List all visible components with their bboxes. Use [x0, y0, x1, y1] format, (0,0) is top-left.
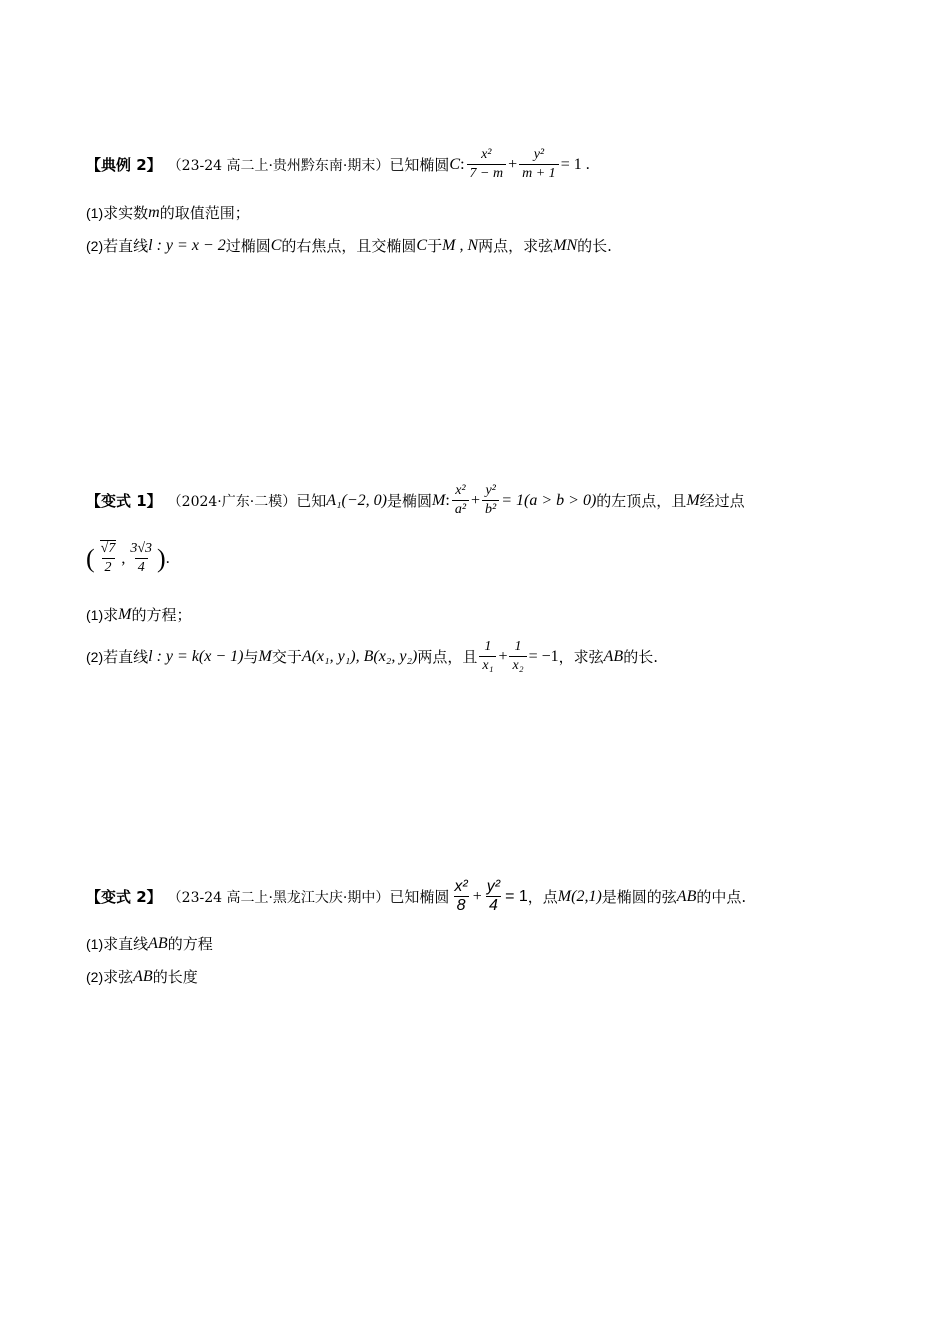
math-var: M [118, 605, 132, 623]
q-text: 过椭圆 [225, 237, 271, 255]
q-text: 若直线 [103, 237, 149, 255]
math-var: C [270, 236, 282, 254]
variant2-fraction-1 [451, 878, 470, 915]
example2-question-1 [86, 202, 250, 223]
example2-fraction-2 [519, 146, 559, 183]
equals: = −1 [528, 647, 559, 665]
q-number: (2) [86, 968, 104, 985]
variant1-fraction-1 [452, 482, 469, 519]
q-text: 的长. [623, 648, 658, 666]
math-var: M [258, 647, 272, 665]
q-text: 经过点 [699, 492, 745, 510]
variant2-tag: 【变式 2】 [86, 888, 162, 906]
left-paren: ( [86, 543, 95, 573]
q-text: 的长. [577, 237, 612, 255]
variant1-stem [86, 482, 745, 519]
plus: + [471, 491, 481, 509]
point-frac-1 [97, 540, 120, 577]
q-number: (1) [86, 606, 104, 623]
q-text: 已知椭圆 [389, 888, 450, 906]
q-text: 的左顶点，且 [596, 492, 687, 510]
variant2-fraction-2 [484, 878, 503, 915]
q-text: ，点 [527, 888, 558, 906]
example2-frac2-den: m + 1 [519, 164, 559, 183]
frac-num: 1 [484, 639, 492, 654]
q-text: 若直线 [103, 648, 149, 666]
q-number: (2) [86, 648, 104, 665]
math-chord: AB [148, 934, 168, 952]
comma: , [121, 549, 126, 567]
frac-num: x² [455, 483, 466, 498]
q-text: 的中点. [696, 888, 747, 906]
math-points: A(x₁, y₁), B(x₂, y₂) [301, 647, 418, 665]
ellipse-label: M [432, 491, 446, 509]
q-text: 与 [243, 648, 259, 666]
q-text: 求弦 [103, 968, 134, 986]
frac-num: y² [485, 483, 496, 498]
example2-source: （23-24 高二上·贵州黔东南·期末） [167, 157, 390, 174]
example2-question-2 [86, 235, 612, 256]
variant1-question-2 [86, 638, 658, 675]
colon: : [445, 491, 450, 509]
q-text: 的方程； [131, 606, 192, 624]
q-text: 两点，求弦 [478, 237, 554, 255]
q-text: 求实数 [103, 204, 149, 222]
math-chord: AB [603, 647, 624, 665]
line-equation: l : y = k(x − 1) [148, 647, 244, 665]
equals: = 1 [505, 887, 528, 905]
frac-den: x₁ [479, 656, 496, 675]
ellipse-condition: = 1(a > b > 0) [501, 491, 597, 509]
frac-den: 8 [454, 896, 469, 915]
q-text: 已知 [296, 492, 327, 510]
plus: + [472, 887, 482, 905]
point-frac-2 [127, 540, 155, 577]
example2-plus: + [508, 155, 518, 173]
example2-tag: 【典例 2】 [86, 156, 162, 174]
q-text: 于 [427, 237, 443, 255]
example2-frac1-den: 7 − m [467, 164, 507, 183]
variant2-question-1 [86, 933, 213, 954]
math-chord: AB [676, 887, 697, 905]
recip-frac-1 [479, 638, 496, 675]
q-text: 的右焦点，且交椭圆 [281, 237, 417, 255]
example2-stem [86, 146, 590, 183]
math-chord: AB [133, 967, 153, 985]
variant1-point [86, 540, 170, 577]
example2-fraction-1 [467, 146, 507, 183]
math-var: C [416, 236, 428, 254]
q-text: 交于 [271, 648, 302, 666]
frac-num: 3√3 [130, 541, 153, 556]
math-var: m [148, 203, 160, 221]
plus: + [498, 647, 508, 665]
math-points: M , N [442, 236, 479, 254]
example2-frac1-num: x² [481, 147, 492, 162]
variant2-question-2 [86, 966, 198, 987]
variant2-stem [86, 878, 746, 915]
point-m: M(2,1) [557, 887, 602, 905]
variant1-fraction-2 [482, 482, 499, 519]
line-equation: l : y = x − 2 [148, 236, 226, 254]
frac-num: x² [454, 878, 468, 895]
q-text: 两点，且 [417, 648, 478, 666]
example2-frac2-num: y² [533, 147, 545, 162]
frac-den: 2 [102, 558, 115, 577]
variant2-source: （23-24 高二上·黑龙江大庆·期中） [167, 889, 390, 906]
variant1-tag: 【变式 1】 [86, 492, 162, 510]
q-text: 的方程 [167, 935, 213, 953]
math-chord: MN [553, 236, 578, 254]
q-number: (1) [86, 935, 104, 952]
frac-num: √7 [100, 541, 116, 556]
point-a1: A₁(−2, 0) [326, 491, 388, 509]
recip-frac-2 [509, 638, 526, 675]
q-text: 的取值范围； [159, 204, 250, 222]
frac-num: 1 [514, 639, 522, 654]
q-text: 求直线 [103, 935, 149, 953]
variant1-question-1 [86, 604, 191, 625]
q-number: (1) [86, 204, 104, 221]
q-number: (2) [86, 237, 104, 254]
example2-stem-text: 已知椭圆 [389, 156, 450, 174]
frac-den: 4 [486, 896, 501, 915]
frac-den: b² [482, 500, 499, 519]
right-paren: ) [157, 543, 166, 573]
example2-ellipse-label: C [449, 155, 461, 173]
q-text: 求 [103, 606, 119, 624]
q-text: 是椭圆 [387, 492, 433, 510]
frac-den: 4 [135, 558, 148, 577]
q-text: 是椭圆的弦 [601, 888, 677, 906]
example2-colon: : [460, 155, 465, 173]
q-text: ，求弦 [558, 648, 604, 666]
frac-den: x₂ [509, 656, 526, 675]
example2-equals: = 1 . [560, 155, 590, 173]
frac-den: a² [452, 500, 469, 519]
period: . [165, 549, 170, 567]
frac-num: y² [486, 878, 501, 895]
math-var: M [686, 491, 700, 509]
q-text: 的长度 [152, 968, 198, 986]
variant1-source: （2024·广东·二模） [167, 493, 297, 510]
